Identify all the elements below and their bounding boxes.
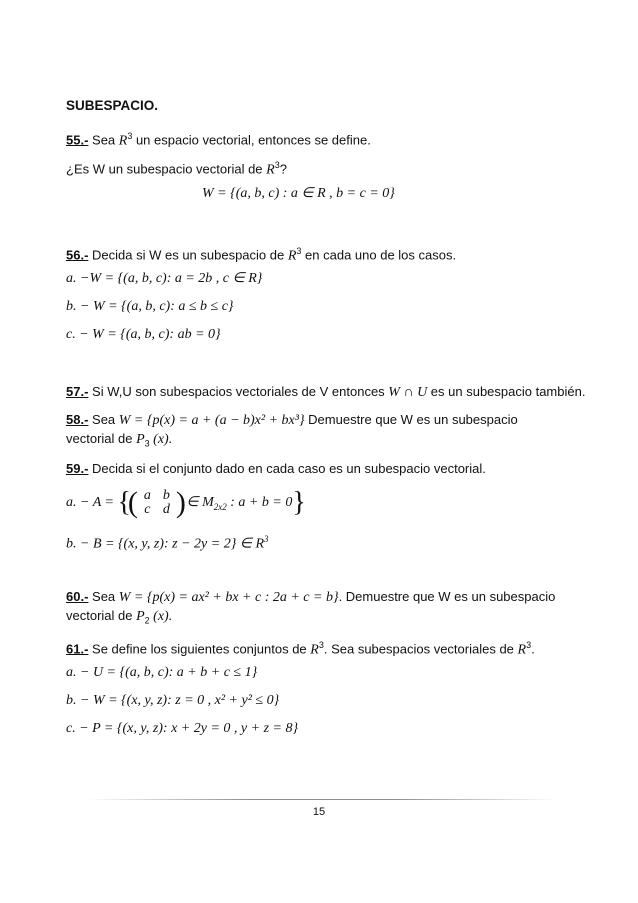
footer-divider <box>88 799 558 800</box>
exercise-55-set-formula: W = {(a, b, c) : a ∈ R , b = c = 0} <box>202 186 395 201</box>
exercise-59-statement: 59.- Decida si el conjunto dado en cada caso es un subespacio vectorial. <box>66 461 486 476</box>
exercise-60-line2: vectorial de $P_2$ (x). <box>66 608 173 626</box>
exercise-58-line2: vectorial de $P_3$ (x). <box>66 431 173 449</box>
exercise-55-number: 55.- <box>66 132 89 148</box>
section-heading: SUBESPACIO. <box>66 98 159 113</box>
exercise-59-number: 59.- <box>66 461 89 476</box>
exercise-61-item-a: a. − U = {(a, b, c): a + b + c ≤ 1} <box>66 665 258 680</box>
exercise-56-number: 56.- <box>66 247 89 263</box>
exercise-56-item-a: a. −W = {(a, b, c): a = 2b , c ∈ R} <box>66 271 263 286</box>
exercise-57-statement: 57.- Si W,U son subespacios vectoriales de V entonces W ∩ U es un subespacio también. <box>66 384 586 400</box>
exercise-56-item-c: c. − W = {(a, b, c): ab = 0} <box>66 327 221 342</box>
exercise-56-item-b: b. − W = {(a, b, c): a ≤ b ≤ c} <box>66 299 234 314</box>
exercise-60-number: 60.- <box>66 589 89 604</box>
exercise-59-item-a: a. − A = { ( a b c d ) ∈ $M_{2x2}$ : a + b = 0} <box>66 485 306 519</box>
exercise-61-item-c: c. − P = {(x, y, z): x + 2y = 0 , y + z = 8} <box>66 721 299 736</box>
exercise-58-number: 58.- <box>66 412 89 427</box>
exercise-55-question: ¿Es W un subespacio vectorial de $R^3$? <box>66 160 287 178</box>
page-number: 15 <box>312 806 326 818</box>
exercise-59-item-b: b. − B = {(x, y, z): z − 2y = 2} ∈ $R^3$ <box>66 534 269 552</box>
exercise-56-statement: 56.- Decida si W es un subespacio de $R^3$ en cada uno de los casos. <box>66 246 457 264</box>
exercise-60-statement: 60.- Sea W = {p(x) = ax² + bx + c : 2a + c = b}. Demuestre que W es un subespacio <box>66 589 556 605</box>
exercise-61-item-b: b. − W = {(x, y, z): z = 0 , x² + y² ≤ 0} <box>66 693 280 708</box>
exercise-58-statement: 58.- Sea W = {p(x) = a + (a − b)x² + bx³} Demuestre que W es un subespacio <box>66 412 518 428</box>
exercise-61-statement: 61.- Se define los siguientes conjuntos de $R^3$. Sea subespacios vectoriales de $R^3$. <box>66 640 535 658</box>
exercise-61-number: 61.- <box>66 641 89 657</box>
exercise-55-statement: 55.- Sea $R^3$ un espacio vectorial, entonces se define. <box>66 131 371 149</box>
exercise-57-number: 57.- <box>66 384 89 399</box>
matrix-2x2: ( a b c d ) <box>127 485 186 519</box>
